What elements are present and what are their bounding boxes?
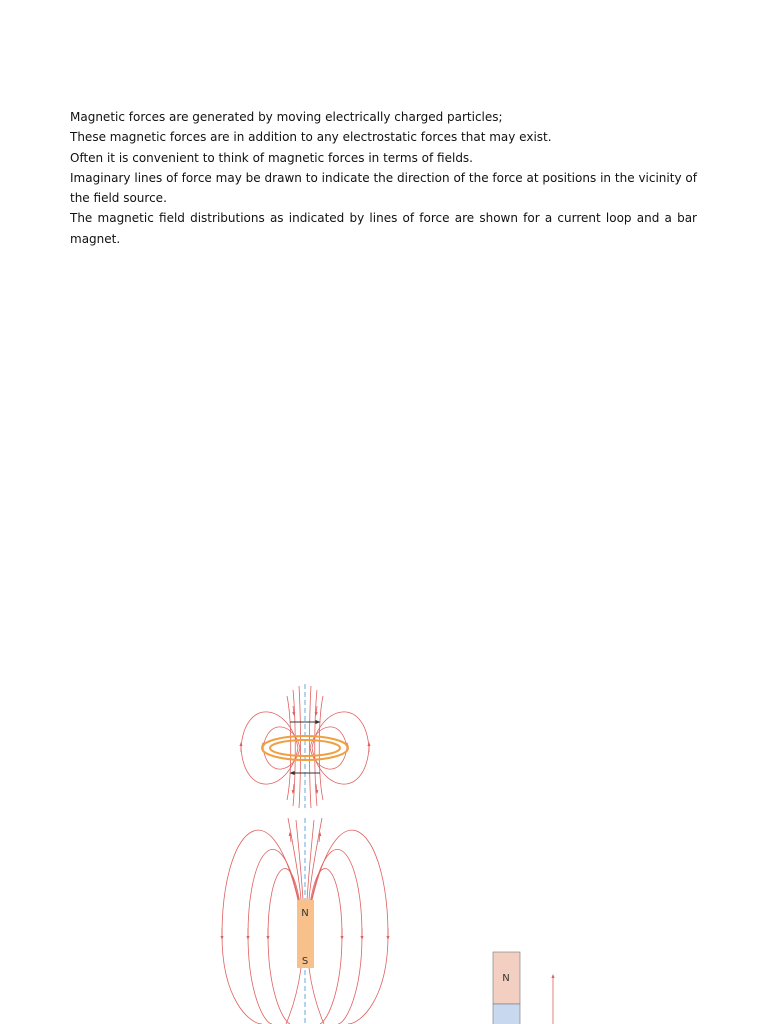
current-loop-diagram (241, 684, 369, 808)
paragraph-5: The magnetic field distributions as indicated by lines of force are shown for a current loop and a bar magnet. (70, 211, 697, 246)
small-magnet-diagram (493, 952, 553, 1024)
bar-magnet-diagram (222, 818, 388, 1024)
paragraph-1: Magnetic forces are generated by moving electrically charged particles; (70, 110, 503, 124)
bar-magnet-north-label: N (301, 908, 309, 919)
paragraph-2: These magnetic forces are in addition to any electrostatic forces that may exist. (70, 130, 552, 145)
small-magnet-north-label: N (502, 973, 510, 984)
small-magnet-south-half (493, 1004, 520, 1024)
paragraph-4: Imaginary lines of force may be drawn to indicate the direction of the force at positions in the vicinity of the field source. (70, 170, 697, 206)
paragraph-3: Often it is convenient to think of magnetic forces in terms of fields. (70, 150, 473, 165)
bar-magnet-south-label: S (301, 956, 309, 967)
